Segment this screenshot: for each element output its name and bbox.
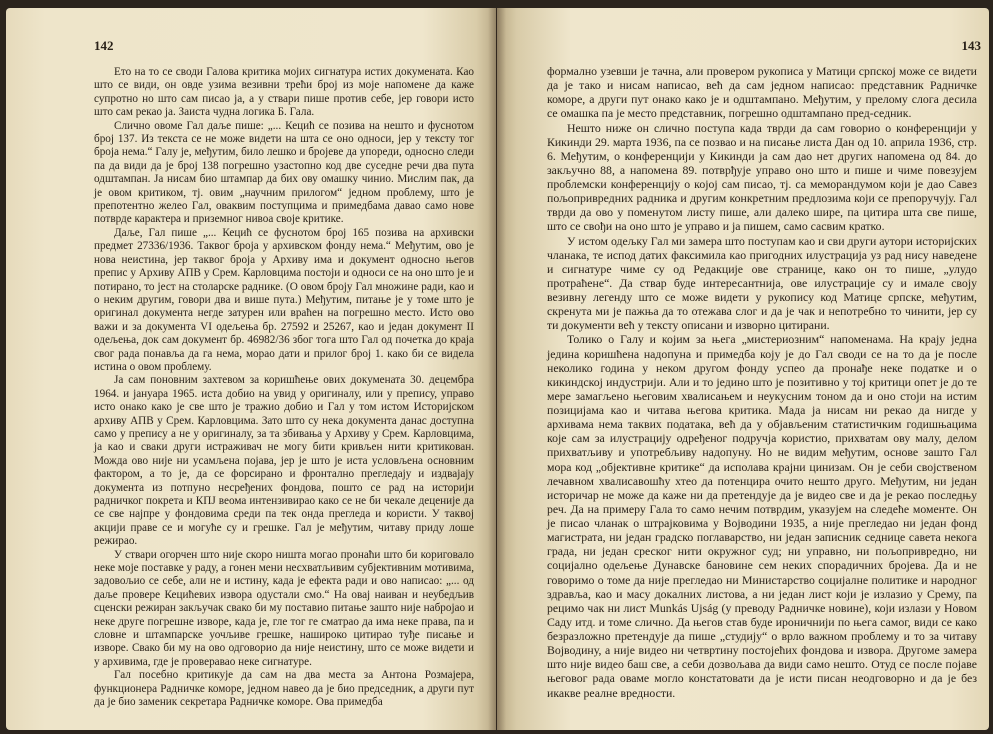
left-page: [6, 8, 496, 730]
paragraph: Ето на то се своди Галова критика мојих сигнатура истих докумената. Као што се види, он овде узима везивни трећи број из моје напомене да каже супротно но што сам писао ја, а у ствари пише против себе, јер говори исто што сам рекао ја. Заиста чудна логика Б. Гала.: [94, 66, 474, 119]
page-number: 143: [961, 38, 981, 53]
page-body: [94, 66, 474, 710]
page-number: 142: [94, 38, 114, 53]
paragraph: У ствари огорчен што није скоро ништа могао пронаћи што би кориговало неке моје поставке у раду, а гонен мени несхватљивим субјективним мотивима, задовољио се себе, али не и истину, када је ефекта ради и ово написао: „... од даље провере Кецићевих извора одустали смо.“ На овај наиван и неубедљив сценски режиран закључак свако би му поставио питање зашто није набројао и неке друге погрешне изворе, када је, гле тог ге сматрао да има неке права, па и словне и штампарске уочљиве грешке, нашироко цитирао туђе писање и изворе. Свако би му на ово одговорио да није неистину, што се може видети и у архивима, где је проверавао неке сигнатуре.: [94, 548, 474, 668]
paragraph: формално узевши је тачна, али провером рукописа у Матици српској може се видети да је тако и нисам написао, већ да сам једном написао: представник Радничке коморе, а други пут онако како је и одштампано. Међутим, у прелому слога десила се омашка па је место представник, погрешно одштампано пред-седник.: [547, 64, 977, 121]
book-gutter: [488, 8, 506, 730]
paragraph: Толико о Галу и којим за њега „мистериозним“ напоменама. На крају једна једина коришћена надопуна и примедба коју је до Гал своди се на то да је после неколико година у неком другом фонду успео да пронађе неке податке и о кикиндској индустрији. Али и то једино што је позитивно у тој критици опет је до те мере замагљено његовим хвалисањем и неукусним тоном да и оно стоји на истим позицијама као и читава његова критика. Мада ја нисам ни рекао да нигде у архивама нема таквих података, већ да у објављеним статистичким годишњацима које сам за илустрацију одређеног подручја користио, прихватам ову малу, делом прихватљиву и употребљиву надопуну. Но не видим међутим, основе зашто Гал мора код „објективне критике“ да исполава крајни цинизам. Он је себи својственом лечавном хвалисавошћу хтео да потенцира очито нешто друго. Међутим, ни један историчар не може да каже ни да претендује да је видео све и да је рекао последњу реч. Да на примеру Гала то само нечим потврдим, указујем на следеће моменте. Он је писао чланак о штрајковима у Војводини 1935, а није прегледао ни један фонд магистрата, ни један градско поглаварство, ни један записник седнице савета некога града, ни један среског нити окружног суд; ни управно, ни пољопривредно, ни социјално одељење Дунавске бановине сем неких спорадичних бројева. Да и не говоримо о томе да није прегледао ни Министарство социјалне политике и народног здравља, као и масу докалних листова, а ни један лист који је излазио у Срему, па рецимо чак ни лист Munkás Ujság (у преводу Радничке новине), који излази у Новом Саду итд. и томе слично. Да његов став буде ироничнији по њега самог, види се како безразложно претендује да пише „студију“ о врло важном проблему и то за читаву Војводину, а није видео ни четвртину постојећих фондова и извора. Другоме замера што није видео баш све, а себи дозвољава да види само нешто. Отуд се после појаве његовог рада оваме могло констатовати да је исти писан неодговорно и да је без икакве реалне вредности.: [547, 332, 977, 700]
paragraph: Ја сам поновним захтевом за коришћење ових докумената 30. децембра 1964. и јануара 1965. иста добио на увид у оригиналу, или у препису, управо исто онако како је све што је тражио добио и Гал у том истом Историјском архиву АПВ у Срем. Карловцима. Зато што су нека документа данас доступна само у препису а не у оригиналу, за та збивања у Архиву у Срем. Карловцима, ја као и сваки други истраживач не могу бити кривљен нити критикован. Можда ово није ни усамљена појава, јер је што је иста условљена основним фактором, а то је, да се форсирано и фронтално прегледају и издвајају документа из потпуно несређених фондова, пошто се рад на историји радничког покрета и КПЈ веома интензивирао како се не би чекале деценије да се све најпре у фондовима среди па тек онда прегледа и користи. У таквој акцији праве се и могуће су и грешке. Гал је међутим, читаву приду лоше режирао.: [94, 374, 474, 548]
paragraph: Слично овоме Гал даље пише: „... Кецић се позива на нешто и фуснотом број 137. Из текста се не може видети на шта се оно односи, јер у тексту тог броја нема.“ Галу је, међутим, било лешко и бројеве да упореди, односно следи па да види да је број 138 погрешно узастопно код две суседне речи два пута одштампан. Ја нисам био штампар да бих ову омашку чинио. Мислим пак, да је овом критиком, тј. овим „научним прилогом“ једном проблему, што је препотентно желео Гал, оваквим поступцима и примедбама давао само нове потврде карактера и приземног нивоа своје критике.: [94, 119, 474, 226]
right-page: [497, 8, 989, 730]
paragraph: Даље, Гал пише „... Кецић се фуснотом број 165 позива на архивски предмет 27336/1936. Таквог броја у архивском фонду нема.“ Међутим, ово је нова неистина, јер таквог броја у Архиву има и документ односно његов препис у Архиву АПВ у Срем. Карловцима постоји и односи се на оно што је и потирано, то јест на столарске раднике. (О овом броју Гал множине ради, као и о неким другим, говори два и више пута.) Међутим, питање је у томе што је оригинал документа негде затурен или враћен на погрешно место. Исто ово важи и за документа VI одељења бр. 27592 и 25267, као и један документ II одељења, док сам документ бр. 46982/36 због тога што Гал од почетка до краја свог рада понавља да га нема, морао дати и прилог број 1. како би се видела истина о овом проблему.: [94, 226, 474, 373]
paragraph: У истом одељку Гал ми замера што поступам као и сви други аутори историјских чланака, те испод датих факсимила као пригодних илустрација уз рад нису наведене и сигнатуре чиме су од Редакције ове странице, како он то пише, „улудо протраћене“. Да ствар буде интересантнија, ове илустрације су и имале своју везивну легенду што се може видети у рукопису код Матице српске, међутим, скренута ми је пажња да то отежава слог и да је чак и непотребно то чинити, јер су ти документи већ у тексту описани и изворно цитирани.: [547, 233, 977, 333]
page-body: [547, 64, 977, 700]
paragraph: Гал посебно критикује да сам на два места за Антона Розмајера, функционера Радничке коморе, једном навео да је био председник, а други пут да је био заменик секретара Радничке коморе. Ова примедба: [94, 669, 474, 709]
paragraph: Нешто ниже он слично поступа када тврди да сам говорио о конференцији у Кикинди 29. марта 1936, па се позвао и на писање листа Дан од 10. априла 1936, стр. 6. Међутим, о конференцији у Кикинди ја сам дао нет других напомена од 84. до закључно 88, а напомена 89. потврђује управо оно што и пише и чиме повезујем проблемски конференцију о којој сам писао, тј. са меморандумом који је дао Савез пољопривредних радника и другим конкретним предлозима који се препоручују. Гал тврди да ово у поменутом листу пише, али далеко шире, па цитира шта све пише, што се свођи на оно што је управо и ја пишем, само сасвим кратко.: [547, 120, 977, 234]
